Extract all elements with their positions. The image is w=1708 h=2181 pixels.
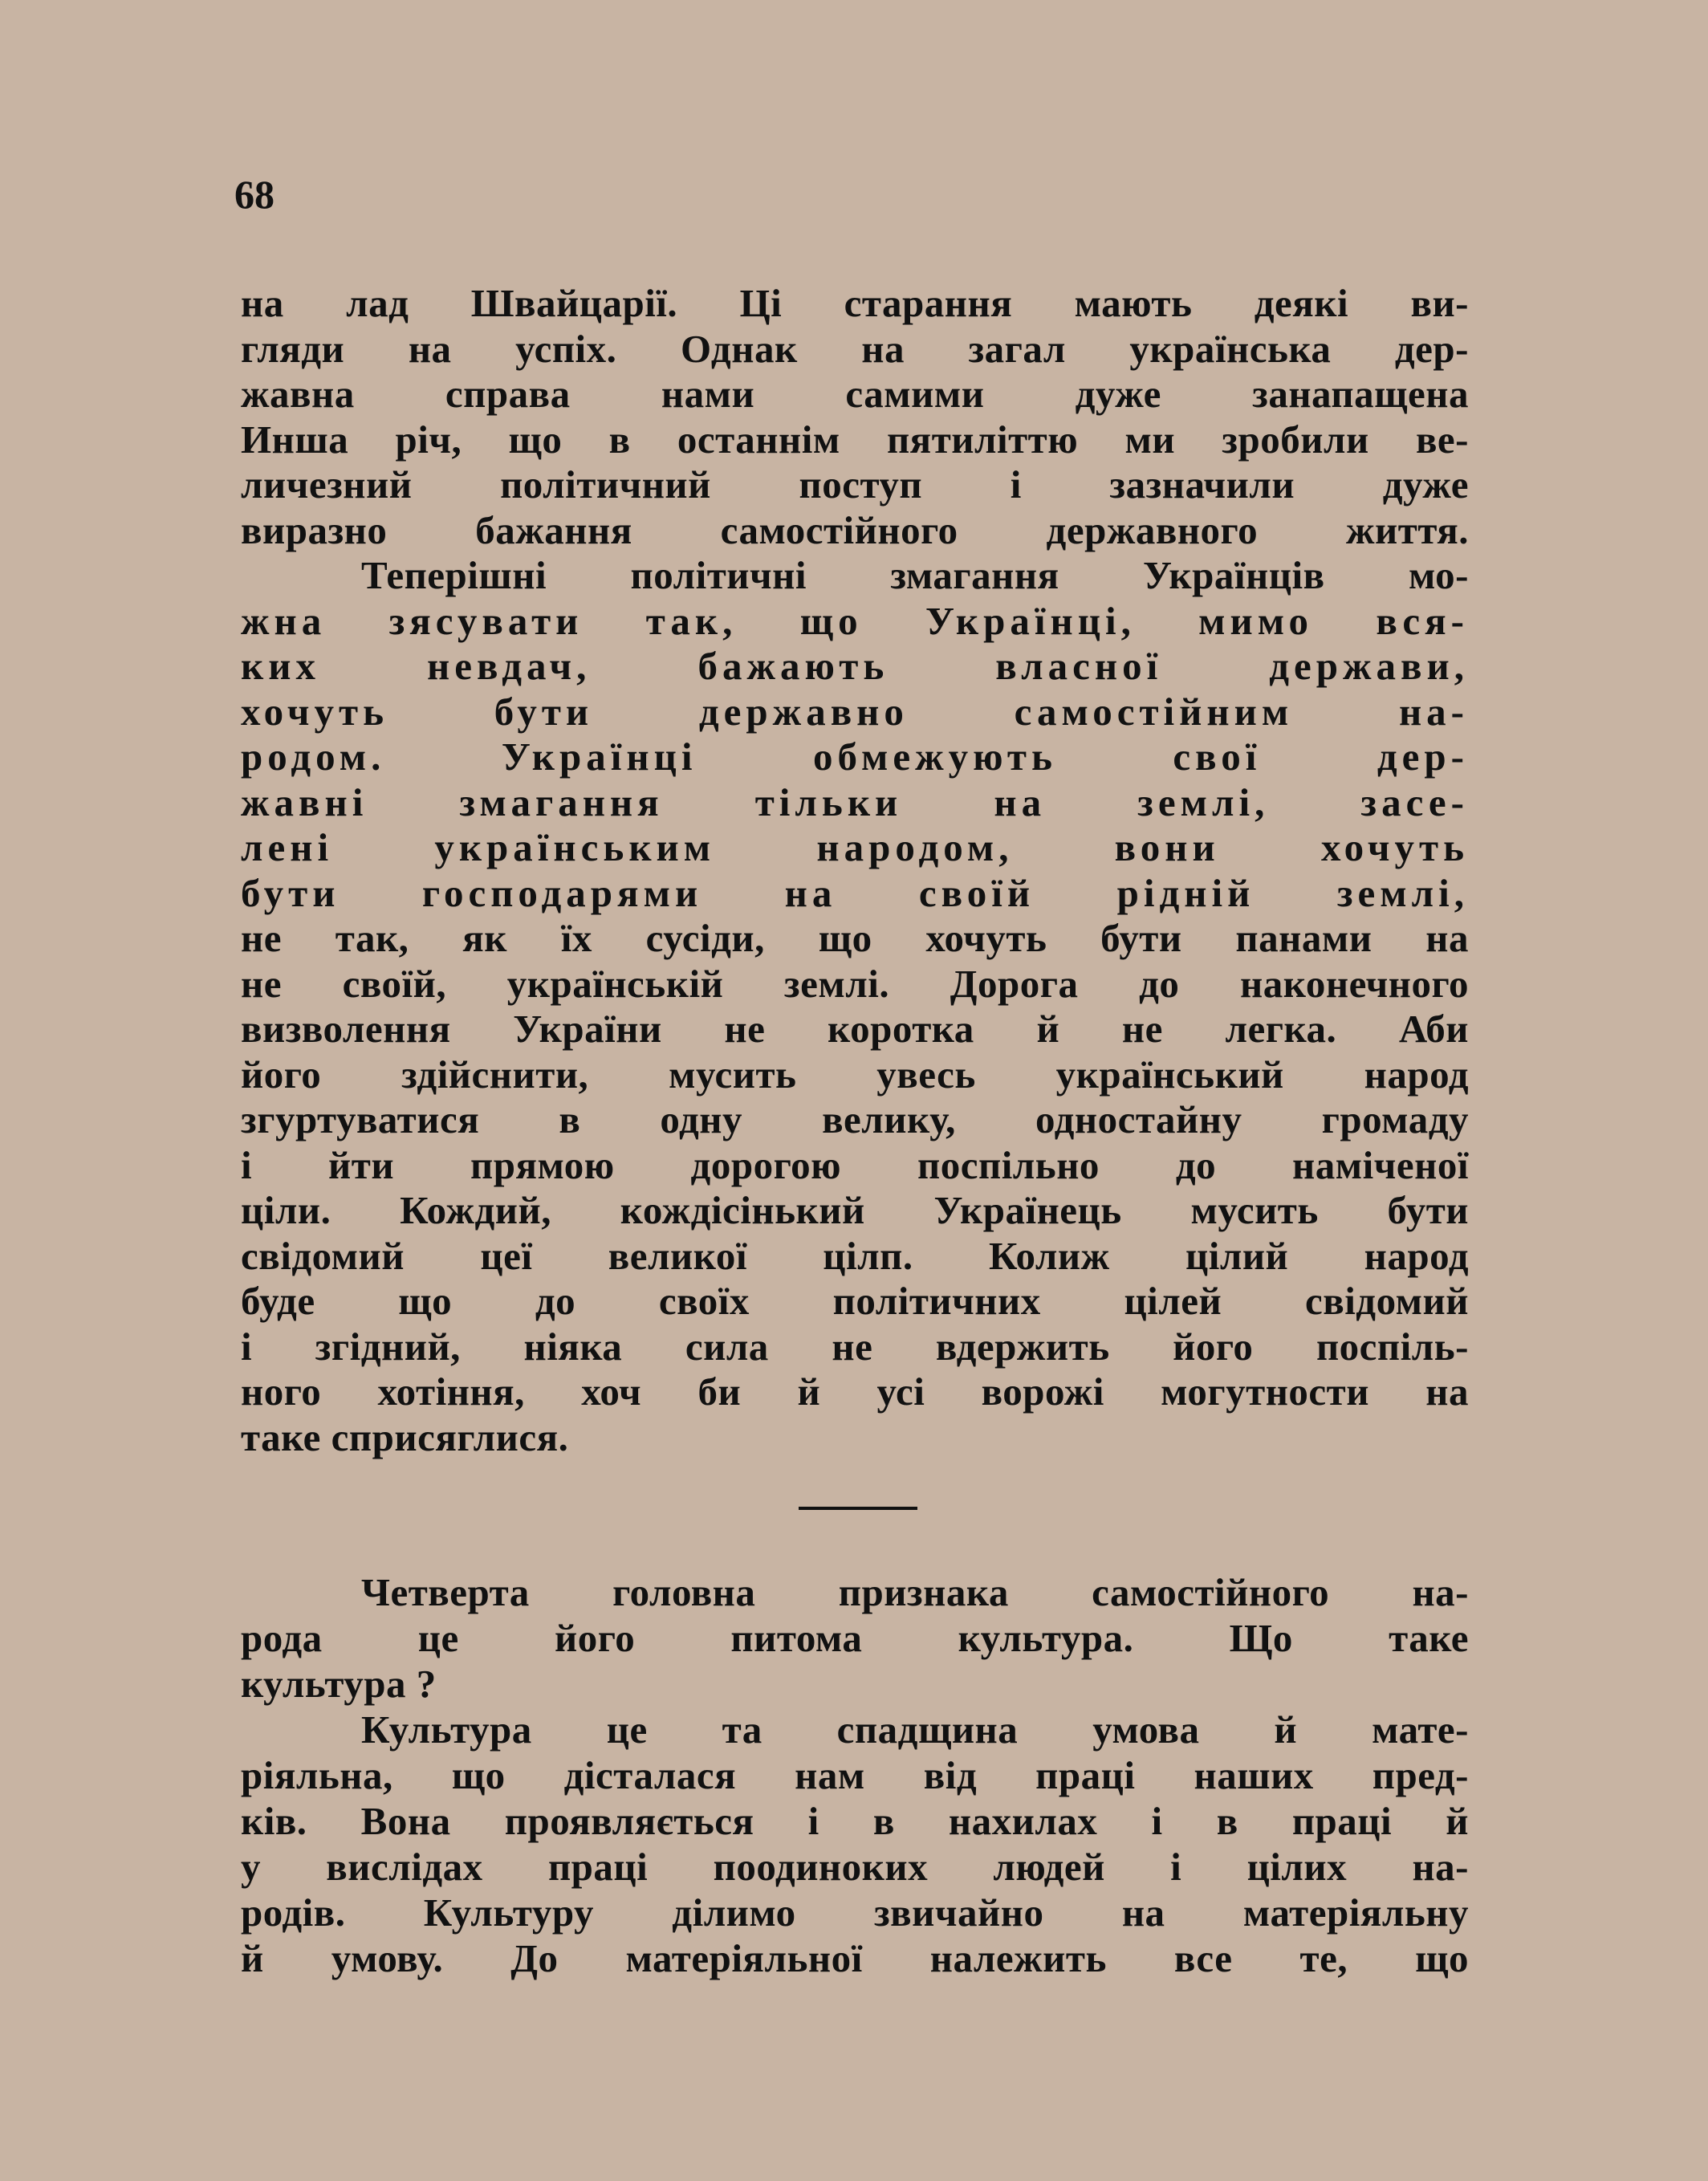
text-line: ного хотіння, хоч би й усі ворожі могутности на (241, 1369, 1469, 1414)
text-line: свідомий цеї великої цілп. Колиж цілий народ (241, 1233, 1469, 1278)
text-line: і йти прямою дорогою поспільно до наміченої (241, 1142, 1469, 1187)
page-number: 68 (234, 172, 274, 217)
text-line: не своїй, українській землі. Дорога до наконечного (241, 961, 1469, 1006)
text-line: виразно бажання самостійного державного життя. (241, 507, 1469, 552)
text-line: гляди на успіх. Однак на загал українська дер- (241, 326, 1469, 371)
text-line: рода це його питома культура. Що таке (241, 1616, 1469, 1660)
text-line: згуртуватися в одну велику, одностайну громаду (241, 1097, 1469, 1141)
text-line: Культура це та спадщина умова й мате- (361, 1707, 1469, 1752)
text-line: Теперішні політичні змагання Українців мо- (361, 553, 1469, 597)
section-separator-rule (799, 1507, 917, 1510)
text-line: лені українським народом, вони хочуть (241, 825, 1469, 869)
text-line: і згідний, ніяка сила не вдержить його поспіль- (241, 1324, 1469, 1369)
text-line: хочуть бути державно самостійним на- (241, 689, 1469, 734)
text-line: жна зясувати так, що Українці, мимо вся- (241, 598, 1469, 643)
text-line: родом. Українці обмежують свої дер- (241, 734, 1469, 779)
text-line: жавна справа нами самими дуже занапащена (241, 372, 1469, 416)
text-line: ціли. Кождий, кождісінький Українець мусить бути (241, 1188, 1469, 1232)
text-line: родів. Культуру ділимо звичайно на матеріяльну (241, 1890, 1469, 1935)
text-line: личезний політичний поступ і зазначили дуже (241, 462, 1469, 507)
paragraph-block-2 (241, 1569, 1469, 1981)
text-line: й умову. До матеріяльної належить все те, що (241, 1936, 1469, 1980)
text-line: у вислідах праці поодиноких людей і цілих на- (241, 1845, 1469, 1889)
text-line: не так, як їх сусіди, що хочуть бути панами на (241, 916, 1469, 960)
text-line: його здійснити, мусить увесь український народ (241, 1052, 1469, 1097)
text-line: на лад Швайцарії. Ці старання мають деякі ви- (241, 281, 1469, 325)
text-line: жавні змагання тільки на землі, засе- (241, 779, 1469, 824)
text-line: ків. Вона проявляється і в нахилах і в праці й (241, 1799, 1469, 1843)
text-line: таке сприсяглися. (241, 1414, 569, 1459)
text-line: ких невдач, бажають власної держави, (241, 644, 1469, 688)
text-line: ріяльна, що дісталася нам від праці наших пред- (241, 1753, 1469, 1797)
text-line: Четверта головна признака самостійного на- (361, 1570, 1469, 1614)
paragraph-block-1 (241, 281, 1469, 1460)
text-line: культура ? (241, 1662, 437, 1706)
text-line: Инша річ, що в останнім пятиліттю ми зробили ве- (241, 417, 1469, 462)
text-line: бути господарями на своїй рідній землі, (241, 870, 1469, 915)
text-line: буде що до своїх політичних цілей свідомий (241, 1279, 1469, 1323)
text-line: визволення України не коротка й не легка. Аби (241, 1007, 1469, 1051)
